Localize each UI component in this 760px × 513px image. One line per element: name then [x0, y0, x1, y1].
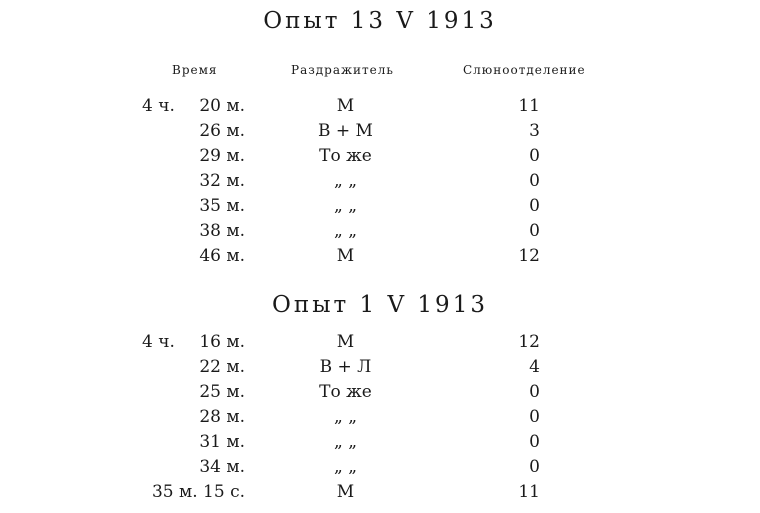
salivation-cell: 12	[518, 246, 540, 266]
experiment-2-title: Опыт 1 V 1913	[272, 292, 488, 318]
minute-cell: 22 м.	[199, 357, 245, 377]
hour-cell: 4 ч.	[142, 96, 175, 116]
stimulus-cell: В + Л	[319, 357, 372, 377]
stimulus-cell: То же	[319, 146, 372, 166]
minute-cell: 31 м.	[199, 432, 245, 452]
header-salivation: Слюноотделение	[463, 63, 586, 77]
stimulus-cell: „ „	[333, 196, 358, 216]
stimulus-cell: М	[336, 482, 355, 502]
salivation-cell: 3	[529, 121, 540, 141]
stimulus-cell: „ „	[333, 407, 358, 427]
salivation-cell: 0	[529, 432, 540, 452]
salivation-cell: 11	[518, 96, 540, 116]
stimulus-cell: М	[336, 96, 355, 116]
salivation-cell: 0	[529, 146, 540, 166]
stimulus-cell: „ „	[333, 221, 358, 241]
minute-cell: 35 м.	[199, 196, 245, 216]
stimulus-cell: То же	[319, 382, 372, 402]
table-row	[0, 196, 760, 220]
table-row	[0, 457, 760, 481]
minute-cell: 46 м.	[199, 246, 245, 266]
salivation-cell: 4	[529, 357, 540, 377]
stimulus-cell: „ „	[333, 171, 358, 191]
salivation-cell: 0	[529, 171, 540, 191]
minute-cell: 28 м.	[199, 407, 245, 427]
table-row	[0, 432, 760, 456]
header-stimulus: Раздражитель	[291, 63, 394, 77]
table-row	[0, 96, 760, 120]
stimulus-cell: В + М	[318, 121, 373, 141]
minute-cell: 34 м.	[199, 457, 245, 477]
hour-cell: 4 ч.	[142, 332, 175, 352]
table-row	[0, 121, 760, 145]
stimulus-cell: „ „	[333, 432, 358, 452]
minute-cell: 32 м.	[199, 171, 245, 191]
experiment-1-title: Опыт 13 V 1913	[263, 8, 497, 34]
salivation-cell: 0	[529, 407, 540, 427]
salivation-cell: 0	[529, 382, 540, 402]
minute-cell: 29 м.	[199, 146, 245, 166]
salivation-cell: 0	[529, 457, 540, 477]
salivation-cell: 12	[518, 332, 540, 352]
minute-cell: 26 м.	[199, 121, 245, 141]
table-row	[0, 357, 760, 381]
table-row	[0, 171, 760, 195]
stimulus-cell: М	[336, 246, 355, 266]
table-row	[0, 146, 760, 170]
minute-cell: 16 м.	[199, 332, 245, 352]
table-row	[0, 407, 760, 431]
salivation-cell: 0	[529, 196, 540, 216]
table-row	[0, 382, 760, 406]
stimulus-cell: „ „	[333, 457, 358, 477]
minute-cell: 38 м.	[199, 221, 245, 241]
table-row	[0, 221, 760, 245]
header-time: Время	[172, 63, 218, 77]
minute-cell: 25 м.	[199, 382, 245, 402]
minute-cell: 35 м. 15 с.	[151, 482, 245, 502]
salivation-cell: 0	[529, 221, 540, 241]
salivation-cell: 11	[518, 482, 540, 502]
table-row	[0, 332, 760, 356]
table-row	[0, 246, 760, 270]
table-row	[0, 482, 760, 506]
stimulus-cell: М	[336, 332, 355, 352]
minute-cell: 20 м.	[199, 96, 245, 116]
